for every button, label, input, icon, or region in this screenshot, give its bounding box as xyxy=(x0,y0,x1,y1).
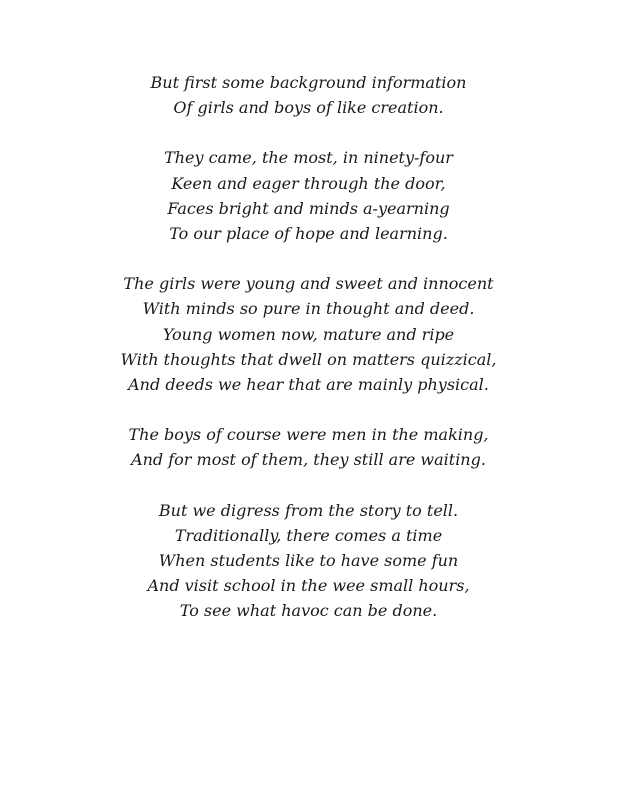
poem-line: Faces bright and minds a-yearning xyxy=(167,198,450,218)
poem-line: They came, the most, in ninety-four xyxy=(164,148,453,168)
poem-line: Of girls and boys of like creation. xyxy=(173,98,444,118)
poem-line: The girls were young and sweet and innocent xyxy=(123,274,494,294)
poem-line: But first some background information xyxy=(150,73,467,92)
poem-line: When students like to have some fun xyxy=(158,551,459,571)
stanza-4 xyxy=(0,422,617,472)
stanza-1 xyxy=(0,70,617,120)
poem-line: But we digress from the story to tell. xyxy=(158,500,459,520)
poem-line: With minds so pure in thought and deed. xyxy=(142,299,475,319)
poem-line: And visit school in the wee small hours, xyxy=(147,576,470,596)
stanza-3 xyxy=(0,271,617,397)
stanza-5 xyxy=(0,498,617,624)
poem-line: Traditionally, there comes a time xyxy=(174,525,443,545)
poem-line: Keen and eager through the door, xyxy=(171,173,446,193)
stanza-2 xyxy=(0,145,617,246)
poem xyxy=(0,70,617,649)
poem-line: With thoughts that dwell on matters quizzical, xyxy=(120,349,497,369)
poem-line: The boys of course were men in the making, xyxy=(128,425,489,445)
poem-line: To our place of hope and learning. xyxy=(169,224,448,244)
poem-line: And deeds we hear that are mainly physical. xyxy=(128,375,489,395)
poem-line: And for most of them, they still are waiting. xyxy=(131,450,486,470)
poem-line: Young women now, mature and ripe xyxy=(162,324,455,344)
poem-line: To see what havoc can be done. xyxy=(179,601,438,621)
